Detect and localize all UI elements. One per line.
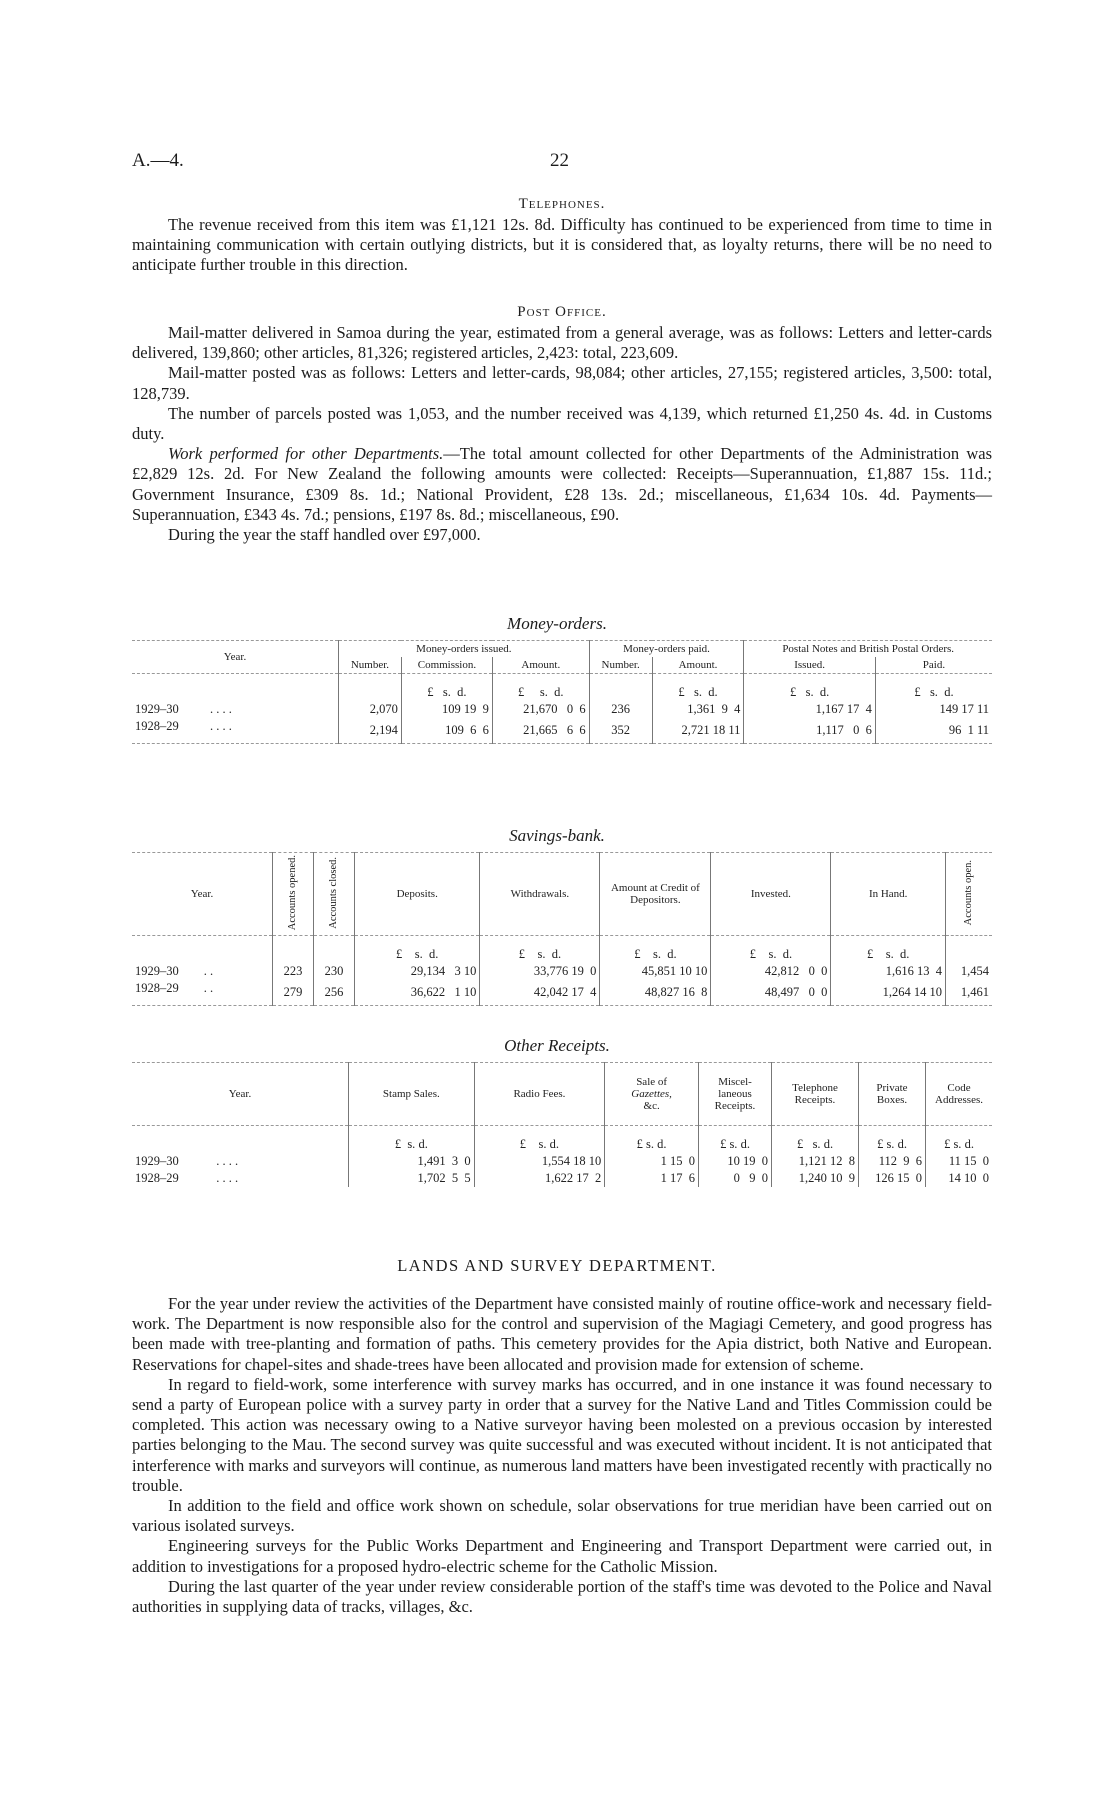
col-stamp-sales: Stamp Sales.	[349, 1063, 475, 1126]
post-office-paragraph-2: Mail-matter posted was as follows: Letters and letter-cards, 98,084; other articles, 27,155; registered articles, 3,500: total, 128,739.	[132, 363, 992, 403]
col-credit: Amount at Credit of Depositors.	[600, 853, 711, 936]
table-row: 1928–29 . . 279 256 36,622 1 10 42,042 17 4 48,827 16 8 48,497 0 0 1,264 14 10 1,461	[132, 980, 992, 1006]
units-row	[132, 674, 992, 702]
col-misc: Miscel-laneous Receipts.	[699, 1063, 772, 1126]
telephones-paragraph: The revenue received from this item was £1,121 12s. 8d. Difficulty has continued to be experienced from time to time in maintaining communication with certain outlying districts, but it is considered that, as loyalty returns, there will be no need to anticipate further trouble in this direction.	[132, 215, 992, 275]
money-orders-table	[132, 640, 992, 744]
lands-section	[132, 1294, 992, 1617]
staff-paragraph: During the year the staff handled over £97,000.	[168, 525, 481, 545]
col-year: Year.	[223, 651, 247, 663]
lands-paragraph-5: During the last quarter of the year under review considerable portion of the staff's time was devoted to the Police and Naval authorities in supplying data of tracks, villages, &c.	[132, 1576, 992, 1617]
other-receipts-title: Other Receipts.	[504, 1036, 610, 1055]
col-boxes: Private Boxes.	[859, 1063, 926, 1126]
units-row: £ s. d. £ s. d. £ s. d. £ s. d. £ s. d. £ s. d. £ s. d.	[132, 1126, 992, 1154]
col-gazettes: Sale of Gazettes, &c.	[605, 1063, 699, 1126]
page-header	[132, 150, 992, 174]
col-paid: Money-orders paid.	[589, 641, 744, 658]
col-invested: Invested.	[711, 853, 831, 936]
table-row: 1929–30 . . 223 230 29,134 3 10 33,776 19 0 45,851 10 10 42,812 0 0 1,616 13 4 1,454	[132, 963, 992, 980]
col-in-hand: In Hand.	[831, 853, 946, 936]
notes-paid-units: £ s. d.	[875, 674, 992, 702]
col-issued: Money-orders issued.	[339, 641, 590, 658]
post-office-paragraph-1: Mail-matter delivered in Samoa during the year, estimated from a general average, was as follows: Letters and letter-cards delivered, 139,860; other articles, 81,326; registered articles, 2,423: total, 223,609.	[132, 323, 992, 363]
table-row: 1929–30 . . . . 1,491 3 0 1,554 18 10 1 15 0 10 19 0 1,121 12 8 112 9 6 11 15 0	[132, 1153, 992, 1170]
telephones-section	[132, 196, 992, 276]
col-code: Code Addresses.	[926, 1063, 993, 1126]
post-office-paragraph-3: The number of parcels posted was 1,053, and the number received was 4,139, which returned £1,250 4s. 4d. in Customs duty.	[132, 403, 992, 444]
notes-issued-units: £ s. d.	[744, 674, 876, 702]
post-office-heading: Post Office.	[517, 304, 607, 320]
post-office-section	[132, 304, 992, 545]
lands-paragraph-1: For the year under review the activities of the Department have consisted mainly of routine office-work and necessary field-work. The Department is now responsible also for the control and supervision of the Magiagi Cemetery, and good progress has been made with tree-planting and formation of paths. This cemetery provides for the Apia district, both Native and European. Reservations for chapel-sites and shade-trees have been allocated and provision made for extension of scheme.	[132, 1294, 992, 1374]
col-withdrawals: Withdrawals.	[480, 853, 600, 936]
col-amount: Amount.	[492, 657, 589, 674]
telephones-heading: Telephones.	[518, 196, 606, 212]
commission-units: £ s. d.	[401, 674, 492, 702]
col-notes-paid: Paid.	[875, 657, 992, 674]
col-notes-issued: Issued.	[744, 657, 876, 674]
work-text: —The total amount collected for other Departments of the Administration was £2,829 12s. 2d. For New Zealand the following amounts were collected: Receipts—Superannuation, £1,887 15s. 11d.; Government Insurance, £309 8s. 1d.; National Provident, £28 13s. 2d.; miscellaneous, £1,634 10s. 4d. Payments—Superannuation, £343 4s. 7d.; pensions, £197 8s. 8d.; miscellaneous, £90.	[132, 444, 992, 524]
col-year: Year.	[190, 888, 214, 901]
savings-bank-title: Savings-bank.	[509, 826, 605, 845]
col-accounts-opened: Accounts opened.	[287, 855, 298, 931]
col-paid-number: Number.	[589, 657, 652, 674]
post-office-work-paragraph	[132, 444, 992, 525]
other-receipts-table	[132, 1062, 992, 1187]
col-number: Number.	[339, 657, 402, 674]
money-orders-title: Money-orders.	[507, 614, 607, 633]
col-paid-amount: Amount.	[652, 657, 744, 674]
col-radio-fees: Radio Fees.	[474, 1063, 605, 1126]
col-accounts-closed: Accounts closed.	[328, 856, 339, 929]
col-accounts-open: Accounts open.	[963, 859, 974, 926]
lands-heading: LANDS AND SURVEY DEPARTMENT.	[397, 1256, 717, 1275]
units-row: £ s. d. £ s. d. £ s. d. £ s. d. £ s. d.	[132, 936, 992, 964]
col-commission: Commission.	[401, 657, 492, 674]
table-row: 1928–29 . . . . 2,194 109 6 6 21,665 6 6 352 2,721 18 11 1,117 0 6 96 1 11	[132, 718, 992, 744]
table-row: 1928–29 . . . . 1,702 5 5 1,622 17 2 1 17 6 0 9 0 1,240 10 9 126 15 0 14 10 0	[132, 1170, 992, 1187]
lands-paragraph-2: In regard to field-work, some interference with survey marks has occurred, and in one instance it was found necessary to send a party of European police with a survey party in order that a survey for the Native Land and Titles Commission could be completed. This action was necessary owing to a Native surveyor having been molested on a previous occasion by interested parties belonging to the Mau. The second survey was quite successful and was executed without incident. It is not anticipated that interference with marks and surveyors will continue, as numerous land matters have been investigated recently with practically no trouble.	[132, 1374, 992, 1495]
lands-paragraph-3: In addition to the field and office work shown on schedule, solar observations for true meridian have been carried out on various isolated surveys.	[132, 1496, 992, 1536]
col-postal-notes: Postal Notes and British Postal Orders.	[744, 641, 992, 658]
page-number: 22	[550, 150, 569, 171]
amount-units: £ s. d.	[492, 674, 589, 702]
table-row: 1929–30 . . . . 2,070 109 19 9 21,670 0 6 236 1,361 9 4 1,167 17 4 149 17 11	[132, 701, 992, 718]
paid-amount-units: £ s. d.	[652, 674, 744, 702]
col-telephone: Telephone Receipts.	[772, 1063, 859, 1126]
work-lead: Work performed for other Departments.	[168, 444, 444, 464]
col-year: Year.	[228, 1088, 252, 1100]
lands-paragraph-4: Engineering surveys for the Public Works Department and Engineering and Transport Department were carried out, in addition to investigations for a proposed hydro-electric scheme for the Catholic Mission.	[132, 1536, 992, 1576]
savings-bank-table	[132, 852, 992, 1006]
col-deposits: Deposits.	[355, 853, 480, 936]
document-reference: A.—4.	[132, 150, 184, 171]
